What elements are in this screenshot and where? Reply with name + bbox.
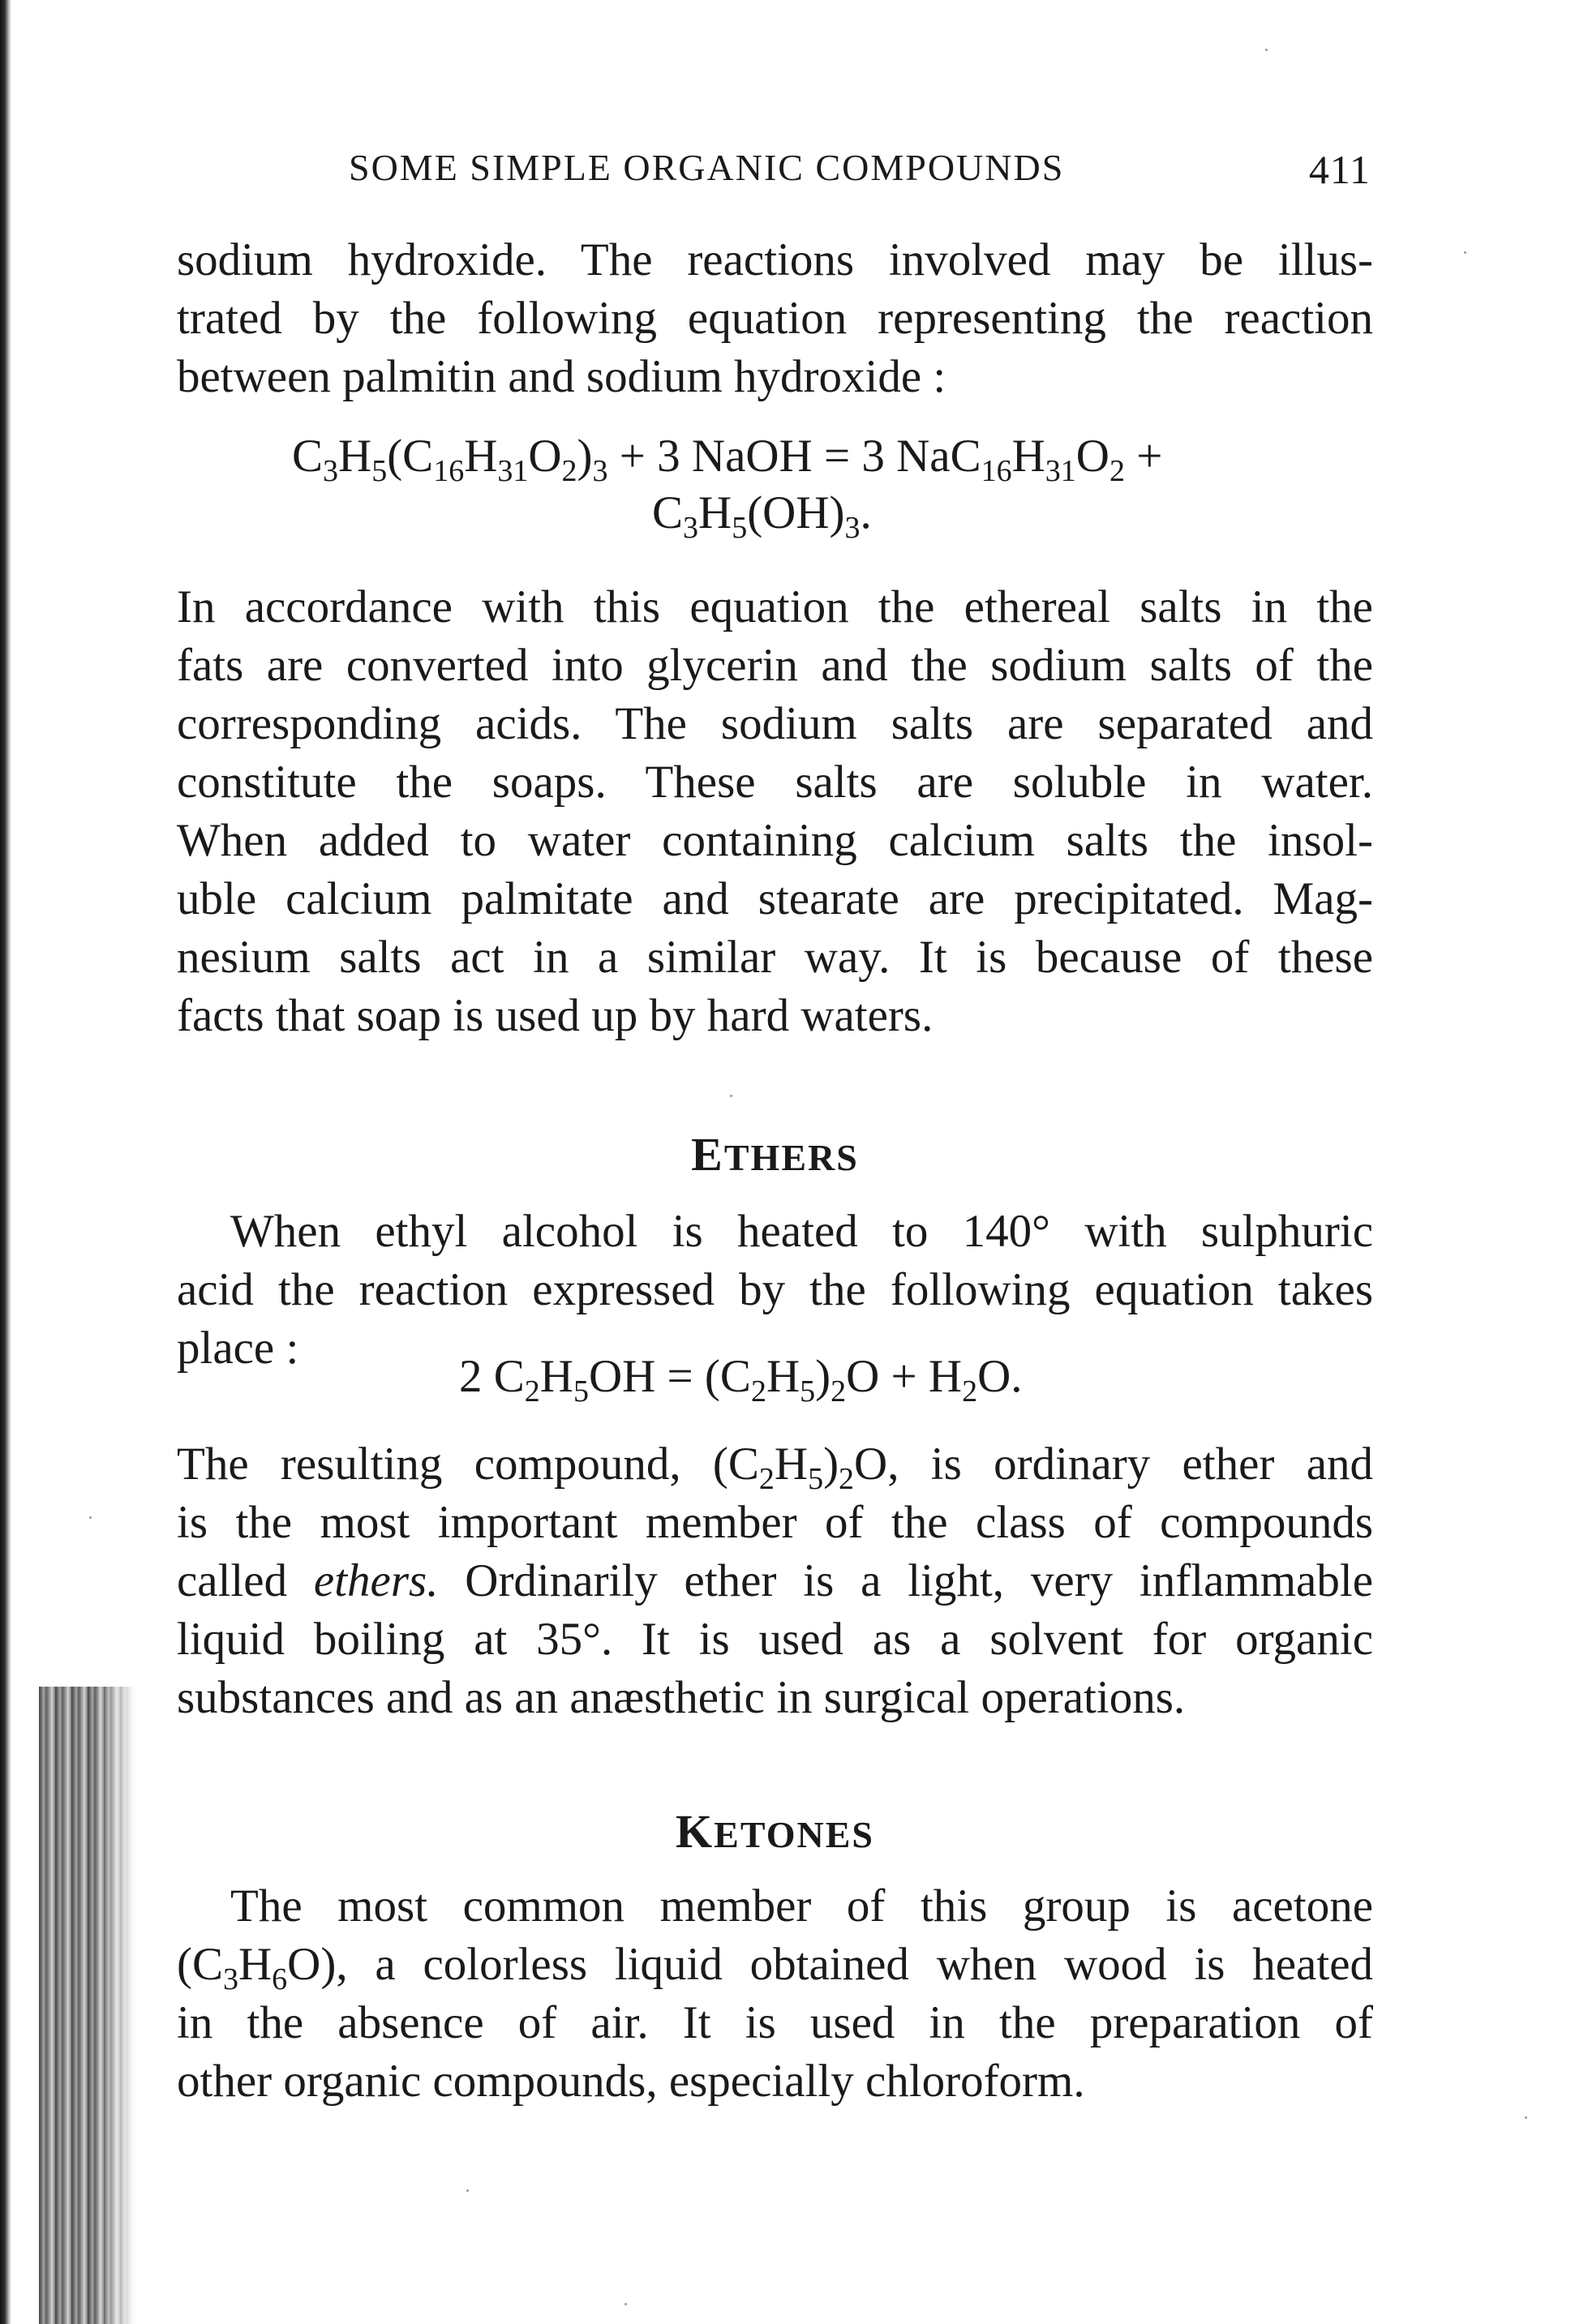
paragraph-saponification-intro <box>177 231 1373 406</box>
text-line: When added to water containing calcium salts the insol- <box>177 815 1373 866</box>
speck <box>466 2189 469 2192</box>
speck <box>730 1095 732 1097</box>
equation-ether-formation: 2 $C_2H_5OH = (C_2H_5)_2O + H_2O$. <box>459 1351 1023 1409</box>
text-line: called ethers. Ordinarily ether is a light, very inflammable <box>177 1555 1373 1606</box>
text-line: uble calcium palmitate and stearate are precipitated. Mag- <box>177 873 1373 924</box>
text-line: When ethyl alcohol is heated to 140° with sulphuric <box>230 1206 1373 1257</box>
text-line: trated by the following equation representing the reaction <box>177 293 1373 344</box>
speck <box>624 2303 627 2305</box>
text-line: liquid boiling at 35°. It is used as a solvent for organic <box>177 1614 1373 1665</box>
text-line: fats are converted into glycerin and the sodium salts of the <box>177 640 1373 691</box>
binding-shadow <box>39 1687 136 2324</box>
speck <box>1525 2116 1527 2119</box>
text-line: in the absence of air. It is used in the preparation of <box>177 1997 1373 2048</box>
text-line: $(C_3H_6O)$, a colorless liquid obtained when wood is heated <box>177 1939 1373 1996</box>
text-line: substances and as an anæsthetic in surgical operations. <box>177 1672 1186 1723</box>
running-title: SOME SIMPLE ORGANIC COMPOUNDS <box>349 147 1065 188</box>
text-line: between palmitin and sodium hydroxide : <box>177 351 946 402</box>
text-line: facts that soap is used up by hard waters. <box>177 990 933 1041</box>
page-binding-edge <box>0 0 11 2324</box>
text-line: is the most important member of the class of compounds <box>177 1497 1373 1548</box>
paragraph-acetone <box>177 1877 1373 2111</box>
text-line: The most common member of this group is acetone <box>230 1880 1373 1932</box>
text-line: corresponding acids. The sodium salts are separated and <box>177 698 1373 749</box>
section-heading-ethers: ETHERS <box>691 1128 859 1181</box>
running-head <box>178 138 1371 195</box>
page-number: 411 <box>1308 147 1371 192</box>
text-line: In accordance with this equation the ethereal salts in the <box>177 581 1373 632</box>
paragraph-ordinary-ether <box>177 1435 1373 1727</box>
text-line: place : <box>177 1323 299 1374</box>
speck <box>1464 251 1466 254</box>
text-line: acid the reaction expressed by the following equation takes <box>177 1264 1373 1315</box>
text-line: other organic compounds, especially chloroform. <box>177 2056 1085 2107</box>
text-line: constitute the soaps. These salts are soluble in water. <box>177 757 1373 808</box>
equation-palmitin-line1: $C_3H_5(C_{16}H_{31}O_2)_3 + 3$ NaOH = 3 $NaC_{16}H_{31}O_2$ + <box>292 431 1163 488</box>
paragraph-soap-formation <box>177 578 1373 1045</box>
text-line: nesium salts act in a similar way. It is because of these <box>177 932 1373 983</box>
section-heading-ketones: KETONES <box>676 1805 874 1858</box>
speck <box>89 1516 92 1519</box>
speck <box>1265 49 1268 51</box>
equation-palmitin-line2: $C_3H_5(OH)_3$. <box>652 487 872 545</box>
text-line: sodium hydroxide. The reactions involved may be illus- <box>177 234 1373 285</box>
text-line: The resulting compound, $(C_2H_5)_2O$, is ordinary ether and <box>177 1439 1373 1496</box>
